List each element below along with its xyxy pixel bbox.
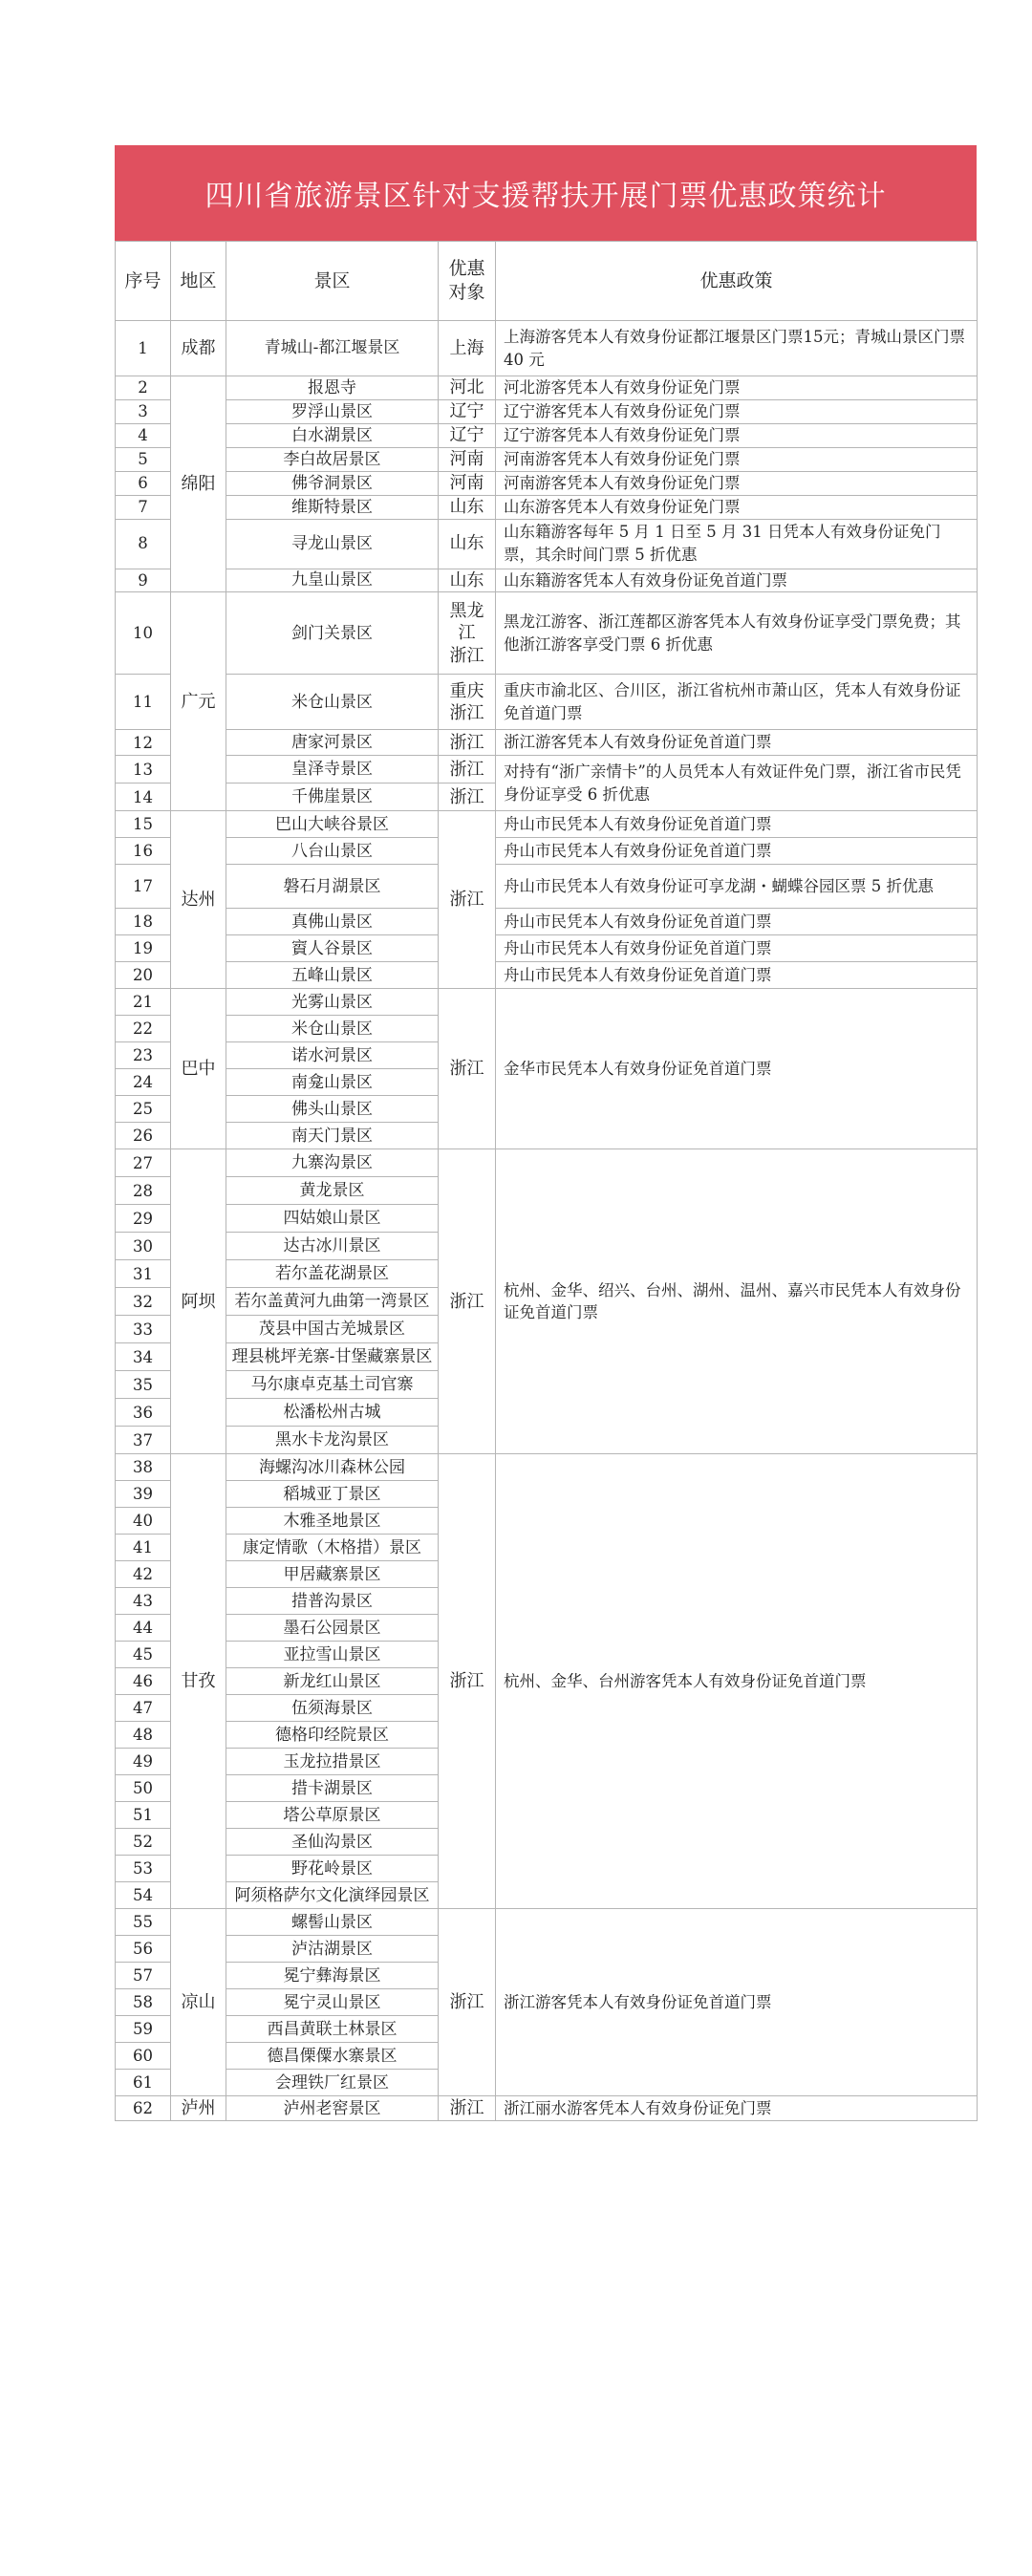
spot-name: 剑门关景区 <box>226 592 439 675</box>
row-number: 52 <box>116 1829 171 1856</box>
row-number: 16 <box>116 838 171 865</box>
policy-cell: 山东游客凭本人有效身份证免门票 <box>496 495 978 519</box>
row-number: 18 <box>116 909 171 935</box>
target-cell: 山东 <box>439 519 496 569</box>
spot-name: 塔公草原景区 <box>226 1802 439 1829</box>
row-number: 42 <box>116 1561 171 1588</box>
row-number: 33 <box>116 1316 171 1343</box>
table-row <box>116 962 978 989</box>
table-row <box>116 675 978 730</box>
target-cell: 上海 <box>439 321 496 376</box>
row-number: 25 <box>116 1096 171 1123</box>
row-number: 11 <box>116 675 171 730</box>
col-header-no: 序号 <box>116 242 171 321</box>
policy-cell: 舟山市民凭本人有效身份证可享龙湖・蝴蝶谷园区票 5 折优惠 <box>496 865 978 909</box>
policy-cell: 重庆市渝北区、合川区，浙江省杭州市萧山区，凭本人有效身份证免首道门票 <box>496 675 978 730</box>
policy-cell: 河南游客凭本人有效身份证免门票 <box>496 471 978 495</box>
spot-name: 维斯特景区 <box>226 495 439 519</box>
table-row <box>116 376 978 400</box>
row-number: 47 <box>116 1695 171 1722</box>
table-row <box>116 1454 978 1481</box>
policy-cell: 黑龙江游客、浙江莲都区游客凭本人有效身份证享受门票免费；其他浙江游客享受门票 6 折优惠 <box>496 592 978 675</box>
row-number: 1 <box>116 321 171 376</box>
row-number: 9 <box>116 569 171 592</box>
row-number: 27 <box>116 1149 171 1177</box>
spot-name: 唐家河景区 <box>226 730 439 756</box>
spot-name: 甲居藏寨景区 <box>226 1561 439 1588</box>
row-number: 59 <box>116 2016 171 2043</box>
region-cell: 成都 <box>171 321 226 376</box>
policy-cell: 舟山市民凭本人有效身份证免首道门票 <box>496 962 978 989</box>
policy-cell: 山东籍游客每年 5 月 1 日至 5 月 31 日凭本人有效身份证免门票，其余时间门票 5 折优惠 <box>496 519 978 569</box>
policy-cell: 舟山市民凭本人有效身份证免首道门票 <box>496 838 978 865</box>
row-number: 3 <box>116 399 171 423</box>
spot-name: 海螺沟冰川森林公园 <box>226 1454 439 1481</box>
row-number: 10 <box>116 592 171 675</box>
spot-name: 李白故居景区 <box>226 447 439 471</box>
policy-cell: 舟山市民凭本人有效身份证免首道门票 <box>496 935 978 962</box>
target-cell: 黑龙 江 浙江 <box>439 592 496 675</box>
spot-name: 德格印经院景区 <box>226 1722 439 1749</box>
target-cell: 浙江 <box>439 1149 496 1454</box>
spot-name: 墨石公园景区 <box>226 1615 439 1642</box>
region-cell: 阿坝 <box>171 1149 226 1454</box>
row-number: 39 <box>116 1481 171 1508</box>
spot-name: 寻龙山景区 <box>226 519 439 569</box>
spot-name: 稻城亚丁景区 <box>226 1481 439 1508</box>
policy-cell: 浙江丽水游客凭本人有效身份证免门票 <box>496 2096 978 2121</box>
region-cell: 巴中 <box>171 989 226 1149</box>
row-number: 49 <box>116 1749 171 1775</box>
row-number: 7 <box>116 495 171 519</box>
table-row <box>116 592 978 675</box>
policy-cell: 辽宁游客凭本人有效身份证免门票 <box>496 423 978 447</box>
table-row <box>116 519 978 569</box>
row-number: 12 <box>116 730 171 756</box>
row-number: 57 <box>116 1963 171 1989</box>
spot-name: 诺水河景区 <box>226 1042 439 1069</box>
col-header-region: 地区 <box>171 242 226 321</box>
target-cell: 山东 <box>439 495 496 519</box>
spot-name: 茂县中国古羌城景区 <box>226 1316 439 1343</box>
target-cell: 山东 <box>439 569 496 592</box>
col-header-policy: 优惠政策 <box>496 242 978 321</box>
spot-name: 措普沟景区 <box>226 1588 439 1615</box>
table-row <box>116 447 978 471</box>
row-number: 28 <box>116 1177 171 1205</box>
target-cell: 浙江 <box>439 784 496 811</box>
table-row <box>116 569 978 592</box>
table-row <box>116 909 978 935</box>
row-number: 19 <box>116 935 171 962</box>
table-row <box>116 730 978 756</box>
spot-name: 巴山大峡谷景区 <box>226 811 439 838</box>
spot-name: 青城山-都江堰景区 <box>226 321 439 376</box>
region-cell: 泸州 <box>171 2096 226 2121</box>
policy-cell: 浙江游客凭本人有效身份证免首道门票 <box>496 1909 978 2096</box>
row-number: 45 <box>116 1642 171 1668</box>
spot-name: 亚拉雪山景区 <box>226 1642 439 1668</box>
spot-name: 若尔盖花湖景区 <box>226 1260 439 1288</box>
table-row <box>116 1909 978 1936</box>
row-number: 24 <box>116 1069 171 1096</box>
target-cell: 河南 <box>439 447 496 471</box>
row-number: 32 <box>116 1288 171 1316</box>
policy-cell: 河北游客凭本人有效身份证免门票 <box>496 376 978 400</box>
row-number: 29 <box>116 1205 171 1233</box>
target-cell: 浙江 <box>439 756 496 784</box>
row-number: 50 <box>116 1775 171 1802</box>
policy-cell: 河南游客凭本人有效身份证免门票 <box>496 447 978 471</box>
spot-name: 德昌傈僳水寨景区 <box>226 2043 439 2070</box>
region-cell: 甘孜 <box>171 1454 226 1909</box>
row-number: 21 <box>116 989 171 1016</box>
table-row <box>116 321 978 376</box>
row-number: 17 <box>116 865 171 909</box>
target-cell: 浙江 <box>439 811 496 989</box>
spot-name: 野花岭景区 <box>226 1856 439 1882</box>
col-header-target: 优惠 对象 <box>439 242 496 321</box>
spot-name: 木雅圣地景区 <box>226 1508 439 1535</box>
row-number: 44 <box>116 1615 171 1642</box>
spot-name: 马尔康卓克基土司官寨 <box>226 1371 439 1399</box>
table-row <box>116 756 978 784</box>
row-number: 46 <box>116 1668 171 1695</box>
target-cell: 辽宁 <box>439 423 496 447</box>
policy-cell: 舟山市民凭本人有效身份证免首道门票 <box>496 811 978 838</box>
row-number: 15 <box>116 811 171 838</box>
spot-name: 八台山景区 <box>226 838 439 865</box>
region-cell: 凉山 <box>171 1909 226 2096</box>
spot-name: 磐石月湖景区 <box>226 865 439 909</box>
spot-name: 九寨沟景区 <box>226 1149 439 1177</box>
row-number: 54 <box>116 1882 171 1909</box>
row-number: 5 <box>116 447 171 471</box>
spot-name: 阿须格萨尔文化演绎园景区 <box>226 1882 439 1909</box>
row-number: 23 <box>116 1042 171 1069</box>
policy-cell: 金华市民凭本人有效身份证免首道门票 <box>496 989 978 1149</box>
table-row <box>116 1149 978 1177</box>
row-number: 48 <box>116 1722 171 1749</box>
target-cell: 浙江 <box>439 1454 496 1909</box>
policy-cell: 上海游客凭本人有效身份证都江堰景区门票15元；青城山景区门票 40 元 <box>496 321 978 376</box>
policy-table <box>115 241 978 2121</box>
spot-name: 圣仙沟景区 <box>226 1829 439 1856</box>
spot-name: 南龛山景区 <box>226 1069 439 1096</box>
row-number: 6 <box>116 471 171 495</box>
table-row <box>116 989 978 1016</box>
row-number: 14 <box>116 784 171 811</box>
spot-name: 賨人谷景区 <box>226 935 439 962</box>
spot-name: 康定情歌（木格措）景区 <box>226 1535 439 1561</box>
policy-cell: 杭州、金华、绍兴、台州、湖州、温州、嘉兴市民凭本人有效身份证免首道门票 <box>496 1149 978 1454</box>
spot-name: 黄龙景区 <box>226 1177 439 1205</box>
spot-name: 罗浮山景区 <box>226 399 439 423</box>
row-number: 37 <box>116 1427 171 1454</box>
row-number: 51 <box>116 1802 171 1829</box>
spot-name: 理县桃坪羌寨-甘堡藏寨景区 <box>226 1343 439 1371</box>
row-number: 35 <box>116 1371 171 1399</box>
spot-name: 西昌黄联土林景区 <box>226 2016 439 2043</box>
table-body <box>116 321 978 2121</box>
row-number: 13 <box>116 756 171 784</box>
spot-name: 冕宁彝海景区 <box>226 1963 439 1989</box>
region-cell: 达州 <box>171 811 226 989</box>
row-number: 8 <box>116 519 171 569</box>
spot-name: 南天门景区 <box>226 1123 439 1149</box>
policy-document <box>115 145 977 2121</box>
spot-name: 泸州老窖景区 <box>226 2096 439 2121</box>
target-cell: 浙江 <box>439 2096 496 2121</box>
table-row <box>116 865 978 909</box>
spot-name: 泸沽湖景区 <box>226 1936 439 1963</box>
row-number: 20 <box>116 962 171 989</box>
spot-name: 光雾山景区 <box>226 989 439 1016</box>
spot-name: 若尔盖黄河九曲第一湾景区 <box>226 1288 439 1316</box>
row-number: 38 <box>116 1454 171 1481</box>
row-number: 40 <box>116 1508 171 1535</box>
spot-name: 玉龙拉措景区 <box>226 1749 439 1775</box>
table-row <box>116 811 978 838</box>
row-number: 43 <box>116 1588 171 1615</box>
row-number: 53 <box>116 1856 171 1882</box>
table-row <box>116 495 978 519</box>
table-row <box>116 423 978 447</box>
spot-name: 新龙红山景区 <box>226 1668 439 1695</box>
spot-name: 螺髻山景区 <box>226 1909 439 1936</box>
policy-cell: 杭州、金华、台州游客凭本人有效身份证免首道门票 <box>496 1454 978 1909</box>
row-number: 34 <box>116 1343 171 1371</box>
table-row <box>116 935 978 962</box>
row-number: 36 <box>116 1399 171 1427</box>
row-number: 56 <box>116 1936 171 1963</box>
row-number: 31 <box>116 1260 171 1288</box>
target-cell: 浙江 <box>439 989 496 1149</box>
table-row <box>116 838 978 865</box>
row-number: 61 <box>116 2070 171 2096</box>
target-cell: 河南 <box>439 471 496 495</box>
row-number: 30 <box>116 1233 171 1260</box>
table-row <box>116 2096 978 2121</box>
policy-cell: 山东籍游客凭本人有效身份证免首道门票 <box>496 569 978 592</box>
col-header-spot: 景区 <box>226 242 439 321</box>
spot-name: 措卡湖景区 <box>226 1775 439 1802</box>
spot-name: 米仓山景区 <box>226 1016 439 1042</box>
header-row <box>116 242 978 321</box>
target-cell: 河北 <box>439 376 496 400</box>
spot-name: 松潘松州古城 <box>226 1399 439 1427</box>
spot-name: 九皇山景区 <box>226 569 439 592</box>
spot-name: 皇泽寺景区 <box>226 756 439 784</box>
spot-name: 佛爷洞景区 <box>226 471 439 495</box>
row-number: 41 <box>116 1535 171 1561</box>
spot-name: 真佛山景区 <box>226 909 439 935</box>
row-number: 2 <box>116 376 171 400</box>
spot-name: 达古冰川景区 <box>226 1233 439 1260</box>
policy-cell: 对持有“浙广亲情卡”的人员凭本人有效证件免门票，浙江省市民凭身份证享受 6 折优惠 <box>496 756 978 811</box>
spot-name: 黑水卡龙沟景区 <box>226 1427 439 1454</box>
row-number: 26 <box>116 1123 171 1149</box>
table-row <box>116 471 978 495</box>
spot-name: 白水湖景区 <box>226 423 439 447</box>
row-number: 4 <box>116 423 171 447</box>
row-number: 22 <box>116 1016 171 1042</box>
document-title: 四川省旅游景区针对支援帮扶开展门票优惠政策统计 <box>115 145 977 241</box>
region-cell: 绵阳 <box>171 376 226 592</box>
spot-name: 佛头山景区 <box>226 1096 439 1123</box>
target-cell: 辽宁 <box>439 399 496 423</box>
policy-cell: 舟山市民凭本人有效身份证免首道门票 <box>496 909 978 935</box>
row-number: 58 <box>116 1989 171 2016</box>
target-cell: 重庆 浙江 <box>439 675 496 730</box>
spot-name: 四姑娘山景区 <box>226 1205 439 1233</box>
region-cell: 广元 <box>171 592 226 811</box>
spot-name: 会理铁厂红景区 <box>226 2070 439 2096</box>
spot-name: 五峰山景区 <box>226 962 439 989</box>
target-cell: 浙江 <box>439 1909 496 2096</box>
table-row <box>116 399 978 423</box>
spot-name: 报恩寺 <box>226 376 439 400</box>
spot-name: 伍须海景区 <box>226 1695 439 1722</box>
spot-name: 冕宁灵山景区 <box>226 1989 439 2016</box>
row-number: 55 <box>116 1909 171 1936</box>
target-cell: 浙江 <box>439 730 496 756</box>
row-number: 62 <box>116 2096 171 2121</box>
row-number: 60 <box>116 2043 171 2070</box>
spot-name: 千佛崖景区 <box>226 784 439 811</box>
spot-name: 米仓山景区 <box>226 675 439 730</box>
policy-cell: 浙江游客凭本人有效身份证免首道门票 <box>496 730 978 756</box>
policy-cell: 辽宁游客凭本人有效身份证免门票 <box>496 399 978 423</box>
